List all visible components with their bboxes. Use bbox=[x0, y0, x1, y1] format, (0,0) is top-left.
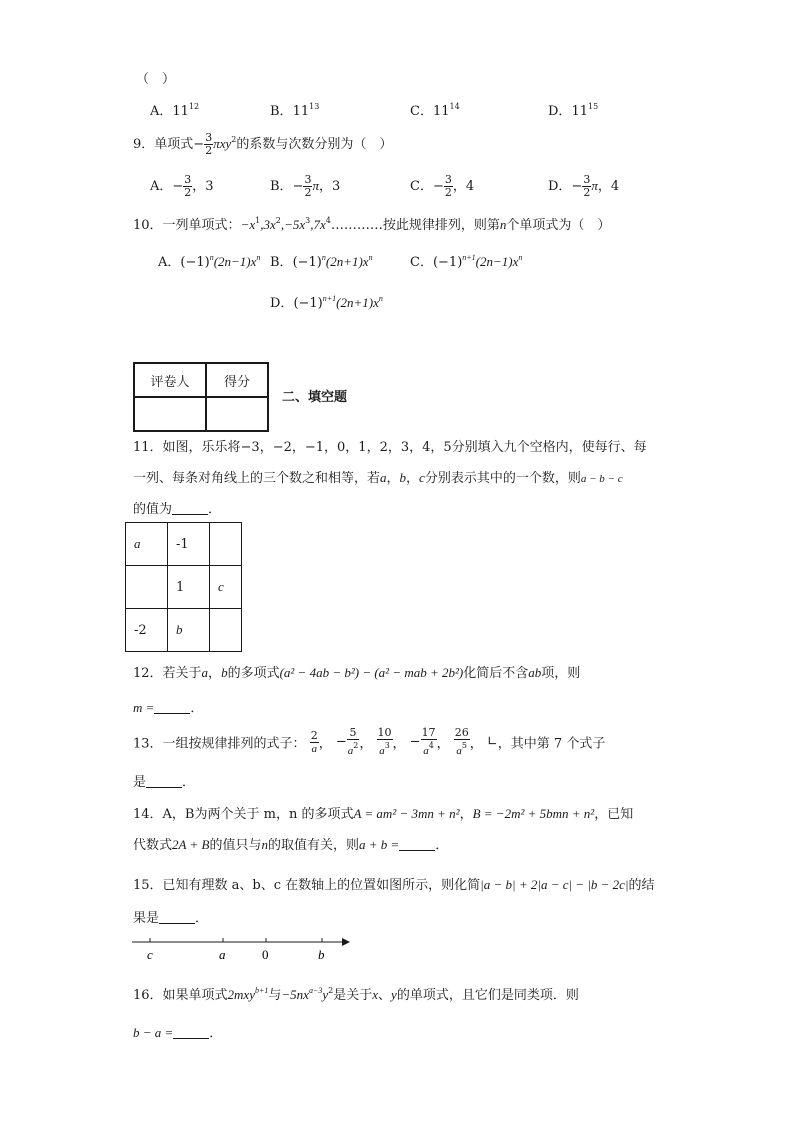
q9-option-c: C．− $\frac{3}{2}$ ，4 bbox=[410, 173, 475, 199]
q15-answer-blank[interactable] bbox=[159, 911, 195, 924]
q11-line3: 的值为 ． bbox=[133, 502, 222, 517]
q8-option-a: A．$11^{12}$ bbox=[150, 102, 200, 119]
q8-option-c: C．$11^{14}$ bbox=[410, 102, 460, 119]
q8-tail: （ ） bbox=[136, 72, 176, 87]
q10-option-b: B．$(-1)^n(2n+1)x^n$ bbox=[270, 253, 373, 270]
q10-option-a: A．$(-1)^n(2n-1)x^n$ bbox=[158, 253, 261, 270]
q16-answer-blank[interactable] bbox=[173, 1026, 209, 1039]
q10-option-c: C．$(-1)^{n+1}(2n-1)x^n$ bbox=[410, 253, 523, 270]
grid-cell: -2 bbox=[126, 609, 168, 652]
q16-line1: 16．如果单项式2mxy$^{b+1}$与$-5nx^{a-3}y^2$是关于x、y的单项式，且它们是同类项．则 bbox=[133, 986, 579, 1003]
grid-cell: c bbox=[210, 566, 242, 609]
grid-cell bbox=[126, 566, 168, 609]
q12-line2: m = ． bbox=[133, 700, 204, 716]
q12-answer-blank[interactable] bbox=[154, 701, 190, 714]
q12-line1: 12．若关于a，b的多项式(a² − 4ab − b²) − (a² − mab + 2b²)化简后不含ab项，则 bbox=[133, 665, 581, 681]
q9-option-d: D．− $\frac{3}{2}$ π，4 bbox=[548, 173, 620, 199]
q13-answer-blank[interactable] bbox=[146, 775, 182, 788]
grid-cell: -1 bbox=[168, 523, 210, 566]
grid-cell: a bbox=[126, 523, 168, 566]
grid-cell bbox=[210, 609, 242, 652]
grid-cell: 1 bbox=[168, 566, 210, 609]
grid-cell: b bbox=[168, 609, 210, 652]
q8-option-b: B．$11^{13}$ bbox=[270, 102, 320, 119]
q14-line2: 代数式2A + B的值只与n的取值有关，则a + b = ． bbox=[133, 837, 449, 853]
score-cell[interactable] bbox=[206, 397, 268, 431]
q15-line2: 果是 ． bbox=[133, 911, 209, 926]
label-c: c bbox=[147, 947, 153, 962]
q11-answer-blank[interactable] bbox=[172, 502, 208, 515]
section-title: 二、填空题 bbox=[282, 389, 348, 404]
q9-option-b: B．− $\frac{3}{2}$ π，3 bbox=[270, 173, 341, 199]
q10-option-d: D．$(-1)^{n+1}(2n+1)x^n$ bbox=[270, 294, 383, 311]
label-b: b bbox=[318, 947, 325, 962]
q11-line1: 11．如图，乐乐将−3，−2，−1，0，1，2，3，4，5分别填入九个空格内，使每行、每 bbox=[133, 440, 647, 455]
label-a: a bbox=[219, 947, 226, 962]
q8-option-d: D．$11^{15}$ bbox=[548, 102, 599, 119]
score-table bbox=[133, 362, 269, 432]
q10-stem: 10．一列单项式：$-x^1,3x^2,-5x^3,7x^4\dots\dots\dots\dots$按此规律排列，则第n个单项式为（ ） bbox=[133, 216, 611, 233]
q13-line1: 13．一组按规律排列的式子： $\frac{2}{a}$ ， − $\frac{5}{a^2}$ ， $\frac{10}{a^3}$ ， − $\frac{17}{a^4}$ ， $\frac{26}{a^5}$ ， ∟，其中第 7 个式子 bbox=[133, 726, 606, 757]
grid-cell bbox=[210, 523, 242, 566]
reviewer-cell[interactable] bbox=[134, 397, 206, 431]
label-0: 0 bbox=[262, 947, 269, 962]
score-header: 得分 bbox=[206, 363, 268, 397]
q9-option-a: A．− $\frac{3}{2}$ ，3 bbox=[150, 173, 214, 199]
q14-answer-blank[interactable] bbox=[399, 838, 435, 851]
q14-line1: 14．A，B为两个关于 m，n 的多项式A = am² − 3mn + n²，B = −2m² + 5bmn + n²，已知 bbox=[133, 806, 634, 822]
q11-line2: 一列、每条对角线上的三个数之和相等，若a，b，c分别表示其中的一个数，则a − b − c bbox=[133, 470, 623, 486]
q9-stem: 9．单项式− $\frac{3}{2}$ πxy$^2$的系数与次数分别为（ ） bbox=[133, 131, 393, 157]
q16-line2: b − a = ． bbox=[133, 1025, 223, 1041]
magic-square-grid bbox=[125, 522, 242, 652]
q15-line1: 15．已知有理数 a、b、c 在数轴上的位置如图所示，则化简|a − b| + 2|a − c| − |b − 2c|的结 bbox=[133, 877, 655, 893]
q13-line2: 是 ． bbox=[133, 775, 196, 790]
reviewer-header: 评卷人 bbox=[134, 363, 206, 397]
number-line-arrow bbox=[342, 938, 350, 946]
number-line bbox=[128, 932, 356, 964]
